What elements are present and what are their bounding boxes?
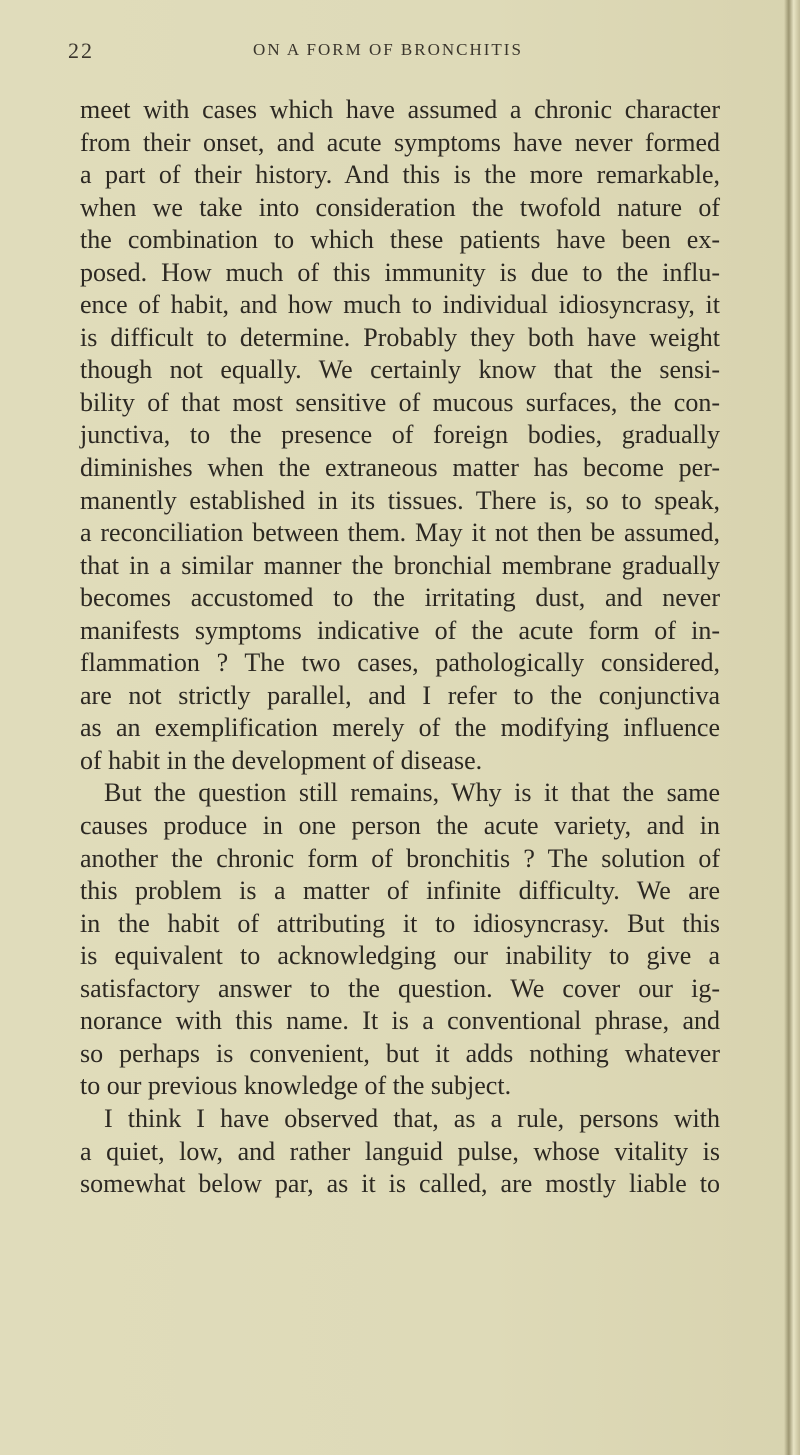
- text-line: that in a similar manner the bronchial membrane gradually: [80, 550, 720, 580]
- text-line: norance with this name. It is a conventional phrase, and: [80, 1006, 720, 1036]
- text-line-paragraph-end: to our previous knowledge of the subject.: [80, 1071, 512, 1101]
- text-line: somewhat below par, as it is called, are mostly liable to: [80, 1169, 720, 1199]
- page-edge-shadow: [784, 0, 800, 1455]
- text-line: is difficult to determine. Probably they both have weight: [80, 322, 720, 352]
- text-line: in the habit of attributing it to idiosyncrasy. But this: [80, 908, 720, 938]
- text-line: so perhaps is convenient, but it adds nothing whatever: [80, 1038, 720, 1068]
- text-line: posed. How much of this immunity is due to the influ-: [80, 257, 720, 287]
- page-number: 22: [68, 38, 94, 63]
- text-line-paragraph-start: But the question still remains, Why is it that the same: [104, 778, 720, 808]
- text-line: diminishes when the extraneous matter has become per-: [80, 453, 720, 483]
- text-line: causes produce in one person the acute variety, and in: [80, 811, 720, 841]
- text-line: when we take into consideration the twofold nature of: [80, 192, 720, 222]
- text-line: is equivalent to acknowledging our inability to give a: [80, 941, 720, 971]
- text-line: this problem is a matter of infinite difficulty. We are: [80, 876, 720, 906]
- text-line: meet with cases which have assumed a chronic character: [80, 95, 720, 124]
- page-header: [68, 38, 708, 78]
- running-title: ON A FORM OF BRONCHITIS: [253, 40, 523, 59]
- text-line: bility of that most sensitive of mucous surfaces, the con-: [80, 387, 720, 417]
- text-line: another the chronic form of bronchitis ? The solution of: [80, 843, 720, 873]
- text-line: a quiet, low, and rather languid pulse, whose vitality is: [80, 1136, 720, 1166]
- text-line: from their onset, and acute symptoms have never formed: [80, 127, 720, 157]
- text-line: satisfactory answer to the question. We cover our ig-: [80, 973, 720, 1003]
- text-line-paragraph-end: of habit in the development of disease.: [80, 745, 483, 775]
- text-line-paragraph-start: I think I have observed that, as a rule, persons with: [104, 1103, 720, 1133]
- text-line: though not equally. We certainly know that the sensi-: [80, 355, 720, 385]
- text-line: ence of habit, and how much to individual idiosyncrasy, it: [80, 290, 720, 320]
- text-line: junctiva, to the presence of foreign bodies, gradually: [80, 420, 720, 450]
- text-line: manifests symptoms indicative of the acute form of in-: [80, 615, 720, 645]
- body-text: [80, 94, 720, 1201]
- text-line: manently established in its tissues. There is, so to speak,: [80, 485, 720, 515]
- text-line: a part of their history. And this is the more remarkable,: [80, 160, 720, 190]
- text-line: as an exemplification merely of the modifying influence: [80, 713, 720, 743]
- text-line: are not strictly parallel, and I refer to the conjunctiva: [80, 680, 720, 710]
- text-line: a reconciliation between them. May it not then be assumed,: [80, 518, 720, 548]
- text-line: the combination to which these patients have been ex-: [80, 225, 720, 255]
- text-line: becomes accustomed to the irritating dust, and never: [80, 583, 720, 613]
- text-line: flammation ? The two cases, pathologically considered,: [80, 648, 720, 678]
